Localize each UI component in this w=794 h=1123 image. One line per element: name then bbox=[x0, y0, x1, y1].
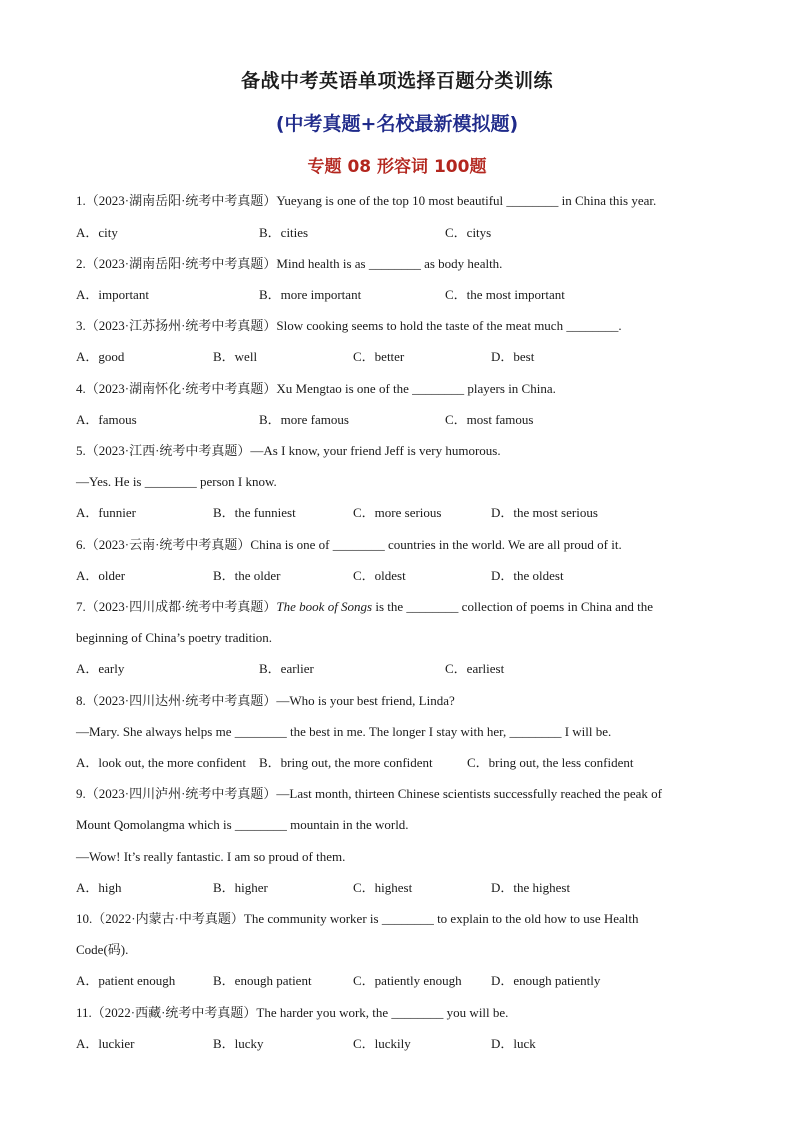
question-7-text-line-2: beginning of China’s poetry tradition. bbox=[76, 630, 273, 645]
question-7-prefix: 7.（2023·四川成都·统考中考真题） bbox=[76, 599, 277, 614]
question-8-option-b: B．bring out, the more confident bbox=[259, 755, 433, 770]
question-7-rest: is the ________ collection of poems in China and the bbox=[372, 599, 654, 614]
question-1-text: 1.（2023·湖南岳阳·统考中考真题）Yueyang is one of the top 10 most beautiful ________ in China this year. bbox=[76, 193, 657, 208]
question-10-option-d: D．enough patiently bbox=[491, 973, 601, 988]
question-3-option-b: B．well bbox=[213, 349, 258, 364]
question-1-option-c: C．citys bbox=[445, 225, 492, 240]
question-5-option-c: C．more serious bbox=[353, 505, 442, 520]
question-11-option-a: A．luckier bbox=[76, 1036, 135, 1051]
document-topic: 专题 08 形容词 100题 bbox=[307, 157, 487, 177]
question-2-text: 2.（2023·湖南岳阳·统考中考真题）Mind health is as ________ as body health. bbox=[76, 256, 503, 271]
document-title: 备战中考英语单项选择百题分类训练 bbox=[240, 70, 553, 92]
question-5-option-d: D．the most serious bbox=[491, 505, 598, 520]
question-7-option-b: B．earlier bbox=[259, 661, 314, 676]
question-9-option-b: B．higher bbox=[213, 880, 268, 895]
question-8-option-c: C．bring out, the less confident bbox=[467, 755, 634, 770]
question-10-option-c: C．patiently enough bbox=[353, 973, 462, 988]
question-8-option-a: A．look out, the more confident bbox=[76, 755, 247, 770]
question-6-option-b: B．the older bbox=[213, 568, 281, 583]
question-3-option-c: C．better bbox=[353, 349, 405, 364]
question-10-option-b: B．enough patient bbox=[213, 973, 312, 988]
question-5-option-a: A．funnier bbox=[76, 505, 136, 520]
question-6-option-a: A．older bbox=[76, 568, 126, 583]
question-1-option-a: A．city bbox=[76, 225, 118, 240]
question-4-option-a: A．famous bbox=[76, 412, 137, 427]
question-9-option-a: A．high bbox=[76, 880, 122, 895]
question-3-option-a: A．good bbox=[76, 349, 125, 364]
question-9-text-line-2: Mount Qomolangma which is ________ mountain in the world. bbox=[76, 817, 409, 832]
question-4-text: 4.（2023·湖南怀化·统考中考真题）Xu Mengtao is one of the ________ players in China. bbox=[76, 381, 556, 396]
question-2-option-b: B．more important bbox=[259, 287, 362, 302]
question-7-option-a: A．early bbox=[76, 661, 125, 676]
question-7-book-title: The book of Songs bbox=[276, 599, 373, 614]
question-4-option-c: C．most famous bbox=[445, 412, 534, 427]
question-9-option-d: D．the highest bbox=[491, 880, 571, 895]
question-6-option-c: C．oldest bbox=[353, 568, 406, 583]
question-11-option-c: C．luckily bbox=[353, 1036, 411, 1051]
question-9-text-line-3: —Wow! It’s really fantastic. I am so proud of them. bbox=[76, 849, 346, 864]
question-7-text bbox=[76, 599, 653, 615]
question-8-text-line-2: —Mary. She always helps me ________ the best in me. The longer I stay with her, ________ I will be. bbox=[76, 724, 612, 739]
question-2-option-c: C．the most important bbox=[445, 287, 565, 302]
question-5-option-b: B．the funniest bbox=[213, 505, 296, 520]
question-2-option-a: A．important bbox=[76, 287, 149, 302]
question-3-text: 3.（2023·江苏扬州·统考中考真题）Slow cooking seems to hold the taste of the meat much ________. bbox=[76, 318, 622, 333]
question-10-text-line-2: Code(码). bbox=[76, 942, 129, 957]
question-7-option-c: C．earliest bbox=[445, 661, 505, 676]
question-6-text: 6.（2023·云南·统考中考真题）China is one of ________ countries in the world. We are all proud of it. bbox=[76, 537, 622, 552]
question-3-option-d: D．best bbox=[491, 349, 535, 364]
question-11-text: 11.（2022·西藏·统考中考真题）The harder you work, the ________ you will be. bbox=[76, 1005, 509, 1020]
question-5-text-line-2: —Yes. He is ________ person I know. bbox=[76, 474, 277, 489]
document-subtitle: (中考真题+名校最新模拟题) bbox=[275, 113, 519, 135]
question-8-text: 8.（2023·四川达州·统考中考真题）—Who is your best friend, Linda? bbox=[76, 693, 455, 708]
question-9-option-c: C．highest bbox=[353, 880, 413, 895]
question-10-text: 10.（2022·内蒙古·中考真题）The community worker is ________ to explain to the old how to use Health bbox=[76, 911, 639, 926]
question-4-option-b: B．more famous bbox=[259, 412, 349, 427]
question-5-text: 5.（2023·江西·统考中考真题）—As I know, your friend Jeff is very humorous. bbox=[76, 443, 501, 458]
question-9-text: 9.（2023·四川泸州·统考中考真题）—Last month, thirteen Chinese scientists successfully reached the peak of bbox=[76, 786, 662, 801]
question-1-option-b: B．cities bbox=[259, 225, 309, 240]
question-11-option-d: D．luck bbox=[491, 1036, 536, 1051]
question-11-option-b: B．lucky bbox=[213, 1036, 264, 1051]
question-10-option-a: A．patient enough bbox=[76, 973, 176, 988]
question-6-option-d: D．the oldest bbox=[491, 568, 564, 583]
